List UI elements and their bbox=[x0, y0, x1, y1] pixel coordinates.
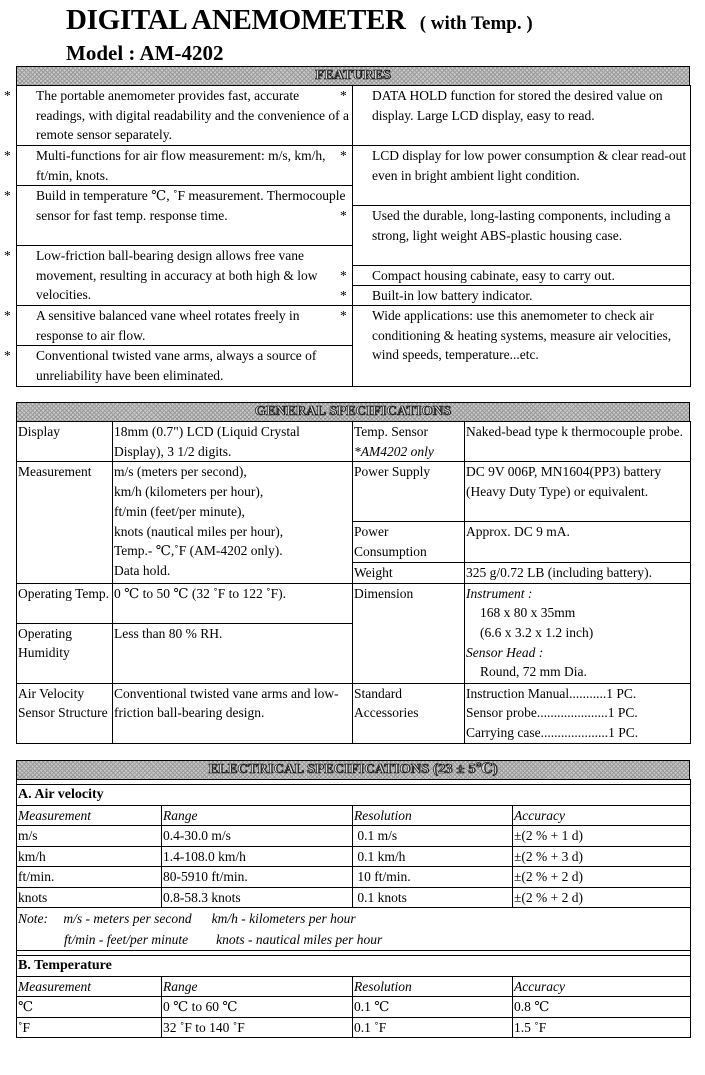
measurement-line: km/h (kilometers per hour), bbox=[114, 484, 264, 500]
spec-label-dimension: Dimension bbox=[353, 583, 465, 683]
spec-label-power-consumption: Power Consumption bbox=[353, 522, 465, 562]
table-row bbox=[17, 887, 691, 908]
cell-accuracy: ±(2 % + 2 d) bbox=[513, 887, 691, 908]
bullet: * bbox=[4, 248, 11, 263]
spec-value-weight: 325 g/0.72 LB (including battery). bbox=[465, 562, 691, 583]
bullet: * bbox=[4, 308, 11, 323]
measurement-line: m/s (meters per second), bbox=[114, 464, 247, 480]
feature-text: DATA HOLD function for stored the desired value on display. Large LCD display, easy to read. bbox=[372, 88, 663, 123]
bullet: * bbox=[340, 208, 347, 223]
note-item: ft/min - feet/per minute bbox=[64, 932, 189, 947]
measurement-line: Data hold. bbox=[114, 562, 171, 578]
bullet: * bbox=[340, 148, 347, 163]
spec-value-air-sensor: Conventional twisted vane arms and low-friction ball-bearing design. bbox=[113, 683, 353, 743]
spec-label-accessories: Standard Accessories bbox=[353, 683, 465, 743]
air-velocity-title: A. Air velocity bbox=[17, 785, 691, 806]
table-row bbox=[17, 997, 691, 1018]
spec-value-op-temp: 0 ℃ to 50 ℃ (32 ˚F to 122 ˚F). bbox=[113, 583, 353, 623]
cell-measurement: m/s bbox=[17, 826, 162, 847]
bullet: * bbox=[4, 188, 11, 203]
cell-accuracy: 1.5 ˚F bbox=[513, 1017, 691, 1038]
feature-item bbox=[340, 206, 690, 266]
dimension-instrument-label: Instrument : bbox=[466, 585, 533, 601]
cell-range: 80-5910 ft/min. bbox=[162, 867, 353, 888]
features-right-column bbox=[340, 86, 691, 387]
spec-label-air-sensor: Air Velocity Sensor Structure bbox=[17, 683, 113, 743]
document-title bbox=[66, 4, 533, 37]
feature-item bbox=[4, 146, 352, 186]
measurement-line: ft/min (feet/per minute), bbox=[114, 503, 245, 519]
column-header-range: Range bbox=[162, 976, 353, 997]
cell-accuracy: 0.8 ℃ bbox=[513, 997, 691, 1018]
feature-text: Compact housing cabinate, easy to carry out. bbox=[372, 268, 615, 283]
accessory-item: Instruction Manual...........1 PC. bbox=[466, 685, 637, 701]
feature-text: Used the durable, long-lasting components, including a strong, light weight ABS-plastic housing case. bbox=[372, 208, 671, 243]
cell-measurement: ft/min. bbox=[17, 867, 162, 888]
column-header-resolution: Resolution bbox=[353, 805, 513, 826]
features-table bbox=[4, 85, 691, 387]
spec-value-measurement bbox=[113, 462, 353, 583]
spec-label-op-humidity: Operating Humidity bbox=[17, 623, 113, 683]
product-subtitle: ( with Temp. ) bbox=[419, 13, 533, 34]
cell-resolution: 0.1 m/s bbox=[353, 826, 513, 847]
feature-text: Wide applications: use this anemometer to check air conditioning & heating systems, measure air velocities, wind speeds, temperature...etc. bbox=[372, 308, 672, 363]
feature-item bbox=[4, 246, 352, 306]
table-row bbox=[17, 846, 691, 867]
bullet: * bbox=[340, 268, 347, 283]
cell-measurement: ˚F bbox=[17, 1017, 162, 1038]
temp-header-row bbox=[17, 976, 691, 997]
units-note bbox=[17, 908, 691, 951]
note-item: knots - nautical miles per hour bbox=[216, 932, 383, 947]
temp-sensor-note: *AM4202 only bbox=[354, 443, 434, 459]
bullet: * bbox=[340, 308, 347, 323]
electrical-specs-heading-text: ELECTRICAL SPECIFICATIONS (23 ± 5℃) bbox=[208, 762, 498, 777]
spec-label-power-supply: Power Supply bbox=[353, 462, 465, 522]
air-header-row bbox=[17, 805, 691, 826]
note-item: m/s - meters per second bbox=[63, 911, 192, 926]
note-label: Note: bbox=[18, 911, 48, 926]
dimension-instrument-inch: (6.6 x 3.2 x 1.2 inch) bbox=[480, 624, 594, 640]
temp-sensor-label: Temp. Sensor bbox=[354, 424, 429, 439]
feature-text: Build in temperature ℃, ˚F measurement. Thermocouple sensor for fast temp. response time. bbox=[36, 188, 346, 223]
column-header-range: Range bbox=[162, 805, 353, 826]
product-name: DIGITAL ANEMOMETER bbox=[66, 4, 406, 36]
bullet: * bbox=[4, 88, 11, 103]
feature-text: Low-friction ball-bearing design allows free vane movement, resulting in accuracy at both high & low velocities. bbox=[36, 248, 318, 303]
spec-label-op-temp: Operating Temp. bbox=[17, 583, 113, 623]
feature-item bbox=[340, 286, 690, 306]
general-specs-heading-text: GENERAL SPECIFICATIONS bbox=[254, 404, 452, 419]
spec-value-op-humidity: Less than 80 % RH. bbox=[113, 623, 353, 683]
bullet: * bbox=[340, 288, 347, 303]
feature-item bbox=[4, 346, 352, 386]
bullet: * bbox=[4, 348, 11, 363]
spec-label-weight: Weight bbox=[353, 562, 465, 583]
cell-measurement: km/h bbox=[17, 846, 162, 867]
feature-text: Multi-functions for air flow measurement: m/s, km/h, ft/min, knots. bbox=[36, 148, 326, 183]
feature-text: LCD display for low power consumption & clear read-out even in bright ambient light condition. bbox=[372, 148, 687, 183]
measurement-line: knots (nautical miles per hour), bbox=[114, 523, 284, 539]
cell-measurement: knots bbox=[17, 887, 162, 908]
cell-range: 0.8-58.3 knots bbox=[162, 887, 353, 908]
feature-item bbox=[4, 86, 352, 146]
electrical-specs-table bbox=[16, 779, 691, 1038]
accessory-item: Carrying case....................1 PC. bbox=[466, 724, 639, 740]
feature-item bbox=[4, 306, 352, 346]
cell-range: 0.4-30.0 m/s bbox=[162, 826, 353, 847]
cell-resolution: 10 ft/min. bbox=[353, 867, 513, 888]
feature-item bbox=[340, 146, 690, 206]
spec-value-temp-sensor: Naked-bead type k thermocouple probe. bbox=[465, 422, 691, 462]
model-number: Model : AM-4202 bbox=[66, 41, 224, 65]
feature-text: A sensitive balanced vane wheel rotates freely in response to air flow. bbox=[36, 308, 300, 343]
features-heading bbox=[16, 66, 690, 86]
accessory-item: Sensor probe.....................1 PC. bbox=[466, 705, 638, 721]
spec-value-dimension bbox=[465, 583, 691, 683]
spec-label-temp-sensor bbox=[353, 422, 465, 462]
measurement-line: Temp.- ℃,˚F (AM-4202 only). bbox=[114, 543, 283, 559]
general-specs-heading bbox=[16, 402, 690, 422]
dimension-sensor-value: Round, 72 mm Dia. bbox=[480, 664, 587, 680]
dimension-instrument-mm: 168 x 80 x 35mm bbox=[480, 605, 576, 621]
table-row bbox=[17, 867, 691, 888]
spec-value-power-consumption: Approx. DC 9 mA. bbox=[465, 522, 691, 562]
features-left-column bbox=[4, 86, 353, 387]
cell-resolution: 0.1 km/h bbox=[353, 846, 513, 867]
bullet: * bbox=[4, 148, 11, 163]
column-header-resolution: Resolution bbox=[353, 976, 513, 997]
temperature-title: B. Temperature bbox=[17, 956, 691, 977]
table-row bbox=[17, 826, 691, 847]
column-header-accuracy: Accuracy bbox=[513, 805, 691, 826]
features-heading-text: FEATURES bbox=[314, 68, 392, 83]
electrical-specs-heading bbox=[16, 760, 690, 780]
cell-resolution: 0.1 ˚F bbox=[353, 1017, 513, 1038]
feature-item bbox=[340, 306, 690, 386]
cell-accuracy: ±(2 % + 1 d) bbox=[513, 826, 691, 847]
cell-resolution: 0.1 ℃ bbox=[353, 997, 513, 1018]
dimension-sensor-label: Sensor Head : bbox=[466, 644, 544, 660]
feature-item bbox=[340, 86, 690, 146]
spec-label-display: Display bbox=[17, 422, 113, 462]
feature-text: Conventional twisted vane arms, always a source of unreliability have been eliminated. bbox=[36, 348, 317, 383]
spec-value-accessories bbox=[465, 683, 691, 743]
cell-accuracy: ±(2 % + 2 d) bbox=[513, 867, 691, 888]
bullet: * bbox=[340, 88, 347, 103]
cell-range: 1.4-108.0 km/h bbox=[162, 846, 353, 867]
feature-item bbox=[4, 186, 352, 246]
spec-label-measurement: Measurement bbox=[17, 462, 113, 583]
cell-measurement: ℃ bbox=[17, 997, 162, 1018]
spec-value-display: 18mm (0.7") LCD (Liquid Crystal Display), 3 1/2 digits. bbox=[113, 422, 353, 462]
feature-text: Built-in low battery indicator. bbox=[372, 288, 533, 303]
cell-accuracy: ±(2 % + 3 d) bbox=[513, 846, 691, 867]
cell-range: 0 ℃ to 60 ℃ bbox=[162, 997, 353, 1018]
column-header-measurement: Measurement bbox=[17, 976, 162, 997]
note-item: km/h - kilometers per hour bbox=[211, 911, 356, 926]
cell-resolution: 0.1 knots bbox=[353, 887, 513, 908]
table-row bbox=[17, 1017, 691, 1038]
feature-text: The portable anemometer provides fast, accurate readings, with digital readability and the convenience of a remote sensor separately. bbox=[36, 88, 350, 143]
column-header-accuracy: Accuracy bbox=[513, 976, 691, 997]
column-header-measurement: Measurement bbox=[17, 805, 162, 826]
spec-value-power-supply: DC 9V 006P, MN1604(PP3) battery (Heavy Duty Type) or equivalent. bbox=[465, 462, 691, 522]
cell-range: 32 ˚F to 140 ˚F bbox=[162, 1017, 353, 1038]
feature-item bbox=[340, 266, 690, 286]
general-specs-table bbox=[16, 421, 691, 744]
